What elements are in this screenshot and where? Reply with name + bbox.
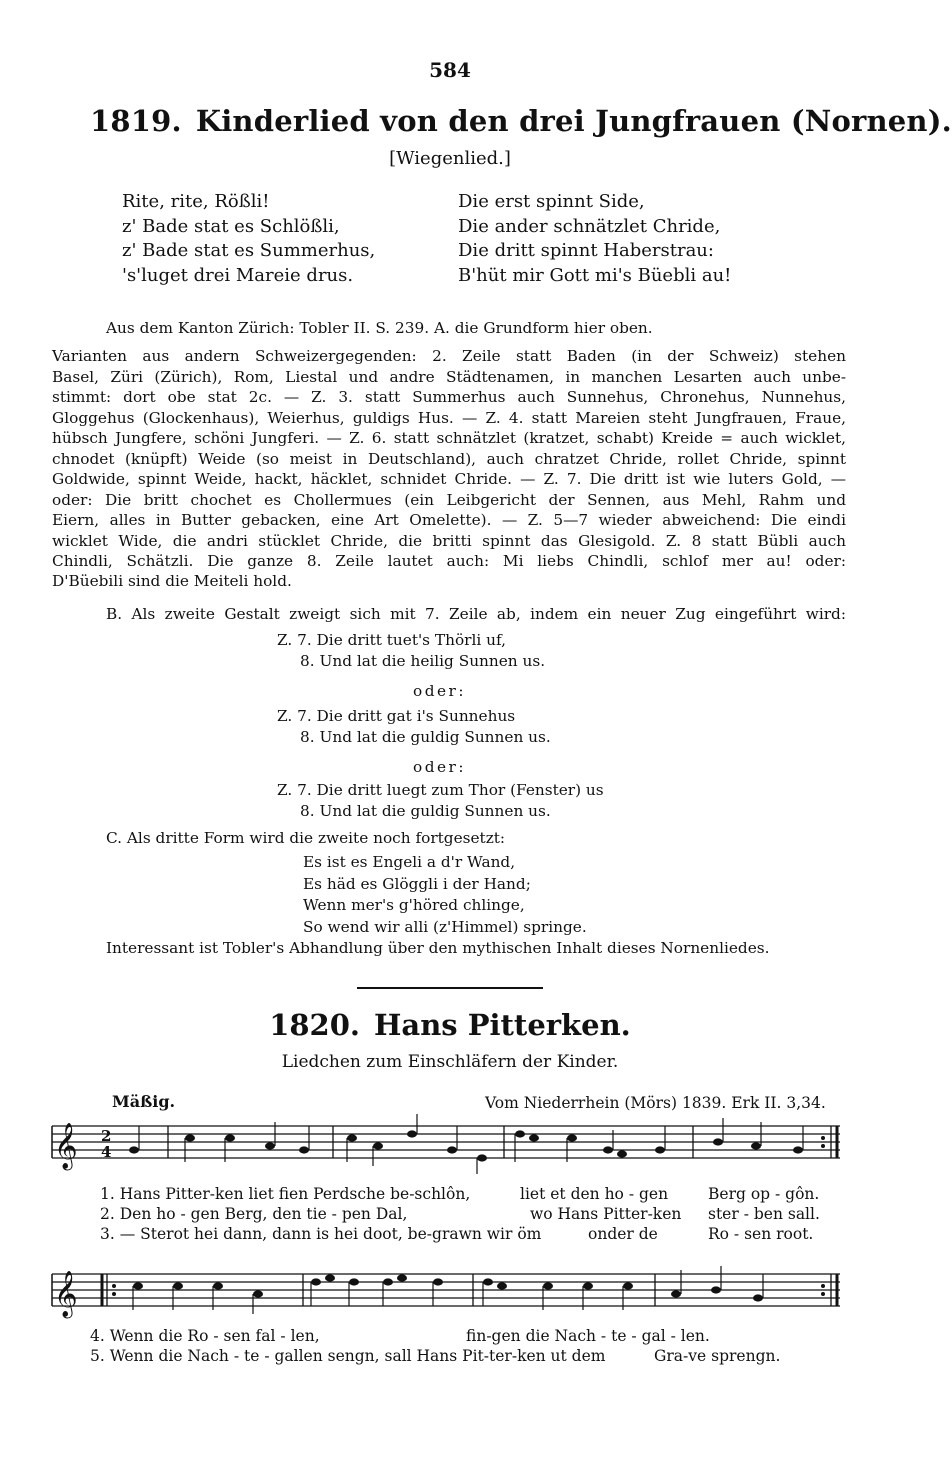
note (349, 1278, 359, 1306)
form-line: Z. 7. Die dritt luegt zum Thor (Fenster) us (277, 781, 604, 799)
variants-line: stimmt: dort obe stat 2c. — Z. 3. statt Summerhus auch Sunnehus, Chronehus, Nunnehus, (52, 388, 846, 406)
lyric-segment: 5. Wenn die Nach - te - gallen sengn, sall Hans Pit-ter-ken ut dem (90, 1347, 606, 1365)
variants-line: Eiern, alles in Butter gebacken, eine Art Omelette). — Z. 5—7 wieder abweichend: Die eindi (52, 511, 846, 529)
note (299, 1126, 309, 1154)
form-b-variant-1 (277, 630, 545, 671)
lyric-segment: liet et den ho - gen (520, 1185, 669, 1203)
note (655, 1126, 665, 1154)
form-line: Z. 7. Die dritt gat i's Sunnehus (277, 707, 516, 725)
variants-line: Gloggehus (Glockenhaus), Weierhus, guldigs Hus. — Z. 4. statt Mareien steht Jungfrauen, Fraue, (52, 408, 846, 427)
variants-line: Goldwide, spinnt Weide, hackt, häcklet, schnidet Chride. — Z. 7. Die dritt ist wie luters Gold, — (52, 470, 846, 488)
lyric-line (90, 1326, 710, 1346)
lyric-segment: 4. Wenn die Ro - sen fal - len, (90, 1327, 320, 1345)
note (447, 1126, 457, 1154)
oder-label: oder: (413, 758, 467, 776)
lyric-line (100, 1224, 814, 1244)
form-b-variant-2 (277, 706, 551, 747)
form-b-variant-3 (277, 780, 604, 821)
section-divider (357, 987, 543, 989)
verse-line: B'hüt mir Gott mi's Büebli au! (458, 264, 732, 286)
lyric-segment: ster - ben sall. (708, 1205, 820, 1223)
lyric-line (100, 1204, 820, 1224)
song-subtitle: [Wiegenlied.] (389, 148, 511, 169)
variants-paragraph (52, 346, 846, 572)
form-line: Es häd es Glöggli i der Hand; (303, 874, 531, 893)
music-staff-2 (48, 1256, 848, 1332)
lyrics-block-2 (90, 1326, 781, 1366)
note (713, 1118, 723, 1146)
time-signature-bottom: 4 (101, 1143, 112, 1161)
lyric-segment: Gra-ve sprengn. (654, 1347, 781, 1365)
lyric-segment: onder de (588, 1225, 658, 1243)
verse-line: Die erst spinnt Side, (458, 191, 645, 212)
note (515, 1130, 539, 1162)
note (753, 1274, 763, 1302)
note (373, 1142, 383, 1166)
oder-label: oder: (413, 682, 467, 700)
variants-line: Chindli, Schätzli. Die ganze 8. Zeile lautet auch: Mi liebs Chindli, schlof mer au! oder: (52, 552, 846, 570)
song-title: Hans Pitterken. (374, 1008, 631, 1042)
form-line: Es ist es Engeli a d'r Wand, (303, 853, 516, 871)
variants-line: wicklet Wide, die andri stücklet Chride, die britti spinnt das Glesigold. Z. 8 statt Bübli auch (52, 531, 846, 550)
melody-source: Vom Niederrhein (Mörs) 1839. Erk II. 3,34. (485, 1094, 826, 1112)
song-title-1820 (0, 1008, 900, 1042)
form-b-heading: B. Als zweite Gestalt zweigt sich mit 7. Zeile ab, indem ein neuer Zug eingeführt wird: (106, 605, 846, 623)
verse-line: 's'luget drei Mareie drus. (122, 264, 354, 286)
verse-line: Die dritt spinnt Haberstrau: (458, 240, 714, 261)
form-c-lines (303, 852, 587, 938)
lyric-segment: Ro - sen root. (708, 1225, 814, 1243)
form-line: 8. Und lat die guldig Sunnen us. (300, 727, 551, 746)
song-number: 1820. (269, 1008, 361, 1042)
lyric-line (100, 1184, 820, 1204)
verse-line: z' Bade stat es Schlößli, (122, 215, 340, 237)
variants-line: chnodet (knüpft) Weide (so meist in Deutschland), auch chratzet Chride, rollet Chride, spinnt (52, 449, 846, 468)
music-staff-1 (48, 1108, 848, 1184)
page-number: 584 (429, 58, 471, 82)
variants-line: Varianten aus andern Schweizergegenden: 2. Zeile statt Baden (in der Schweiz) stehen (52, 347, 846, 365)
lyric-segment: wo Hans Pitter-ken (530, 1205, 682, 1223)
treble-clef-icon: 𝄞 (54, 1123, 78, 1169)
note (433, 1278, 443, 1306)
verse-line: Rite, rite, Rößli! (122, 191, 270, 212)
source-note: Aus dem Kanton Zürich: Tobler II. S. 239. A. die Grundform hier oben. (106, 319, 653, 337)
time-signature-top: 2 (101, 1127, 112, 1145)
form-c-heading: C. Als dritte Form wird die zweite noch fortgesetzt: (106, 829, 506, 847)
lyric-segment: 3. — Sterot hei dann, dann is hei doot, be-grawn wir öm (100, 1225, 542, 1243)
form-line: Z. 7. Die dritt tuet's Thörli uf, (277, 631, 506, 649)
note (477, 1154, 487, 1174)
note (711, 1266, 721, 1294)
variants-last-line: D'Büebili sind die Meiteli hold. (52, 572, 292, 590)
song-title-1819 (90, 104, 952, 138)
closing-note: Interessant ist Tobler's Abhandlung über den mythischen Inhalt dieses Nornenliedes. (106, 939, 770, 957)
treble-clef-icon: 𝄞 (54, 1271, 78, 1317)
verse-line: Die ander schnätzlet Chride, (458, 215, 721, 237)
variants-line: oder: Die britt chochet es Chollermues (ein Leibgericht der Sennen, aus Mehl, Rahm und (52, 490, 846, 509)
lyric-line (90, 1346, 781, 1366)
lyric-segment: Berg op - gôn. (708, 1185, 820, 1203)
song-subtitle: Liedchen zum Einschläfern der Kinder. (281, 1052, 619, 1072)
lyric-segment: 2. Den ho - gen Berg, den tie - pen Dal, (100, 1205, 408, 1223)
tempo-marking: Mäßig. (112, 1092, 176, 1111)
note (793, 1126, 803, 1154)
lyrics-block-1 (100, 1184, 820, 1244)
variants-line: Basel, Züri (Zürich), Rom, Liestal und andre Städtenamen, in manchen Lesarten auch unbe- (52, 367, 846, 386)
form-line: 8. Und lat die heilig Sunnen us. (300, 651, 546, 670)
form-line: 8. Und lat die guldig Sunnen us. (300, 801, 551, 820)
song-number: 1819. (90, 104, 182, 138)
notes-staff-1 (129, 1114, 825, 1174)
note (129, 1126, 139, 1154)
song-title-paren: (Nornen). (790, 104, 952, 138)
verse-left (122, 190, 375, 288)
lyric-segment: fin-gen die Nach - te - gal - len. (466, 1327, 710, 1345)
verse-line: z' Bade stat es Summerhus, (122, 240, 376, 261)
verse-right (458, 190, 731, 288)
song-title: Kinderlied von den drei Jungfrauen (195, 104, 781, 138)
form-line: So wend wir alli (z'Himmel) springe. (303, 917, 587, 936)
variants-line: hübsch Jungfere, schöni Jungferi. — Z. 6. statt schnätzlet (kratzet, schabt) Kreide = auch wicklet, (52, 429, 846, 447)
lyric-segment: 1. Hans Pitter-ken liet fien Perdsche be-schlôn, (100, 1185, 471, 1203)
note (253, 1290, 263, 1314)
form-line: Wenn mer's g'höred chlinge, (303, 896, 525, 914)
